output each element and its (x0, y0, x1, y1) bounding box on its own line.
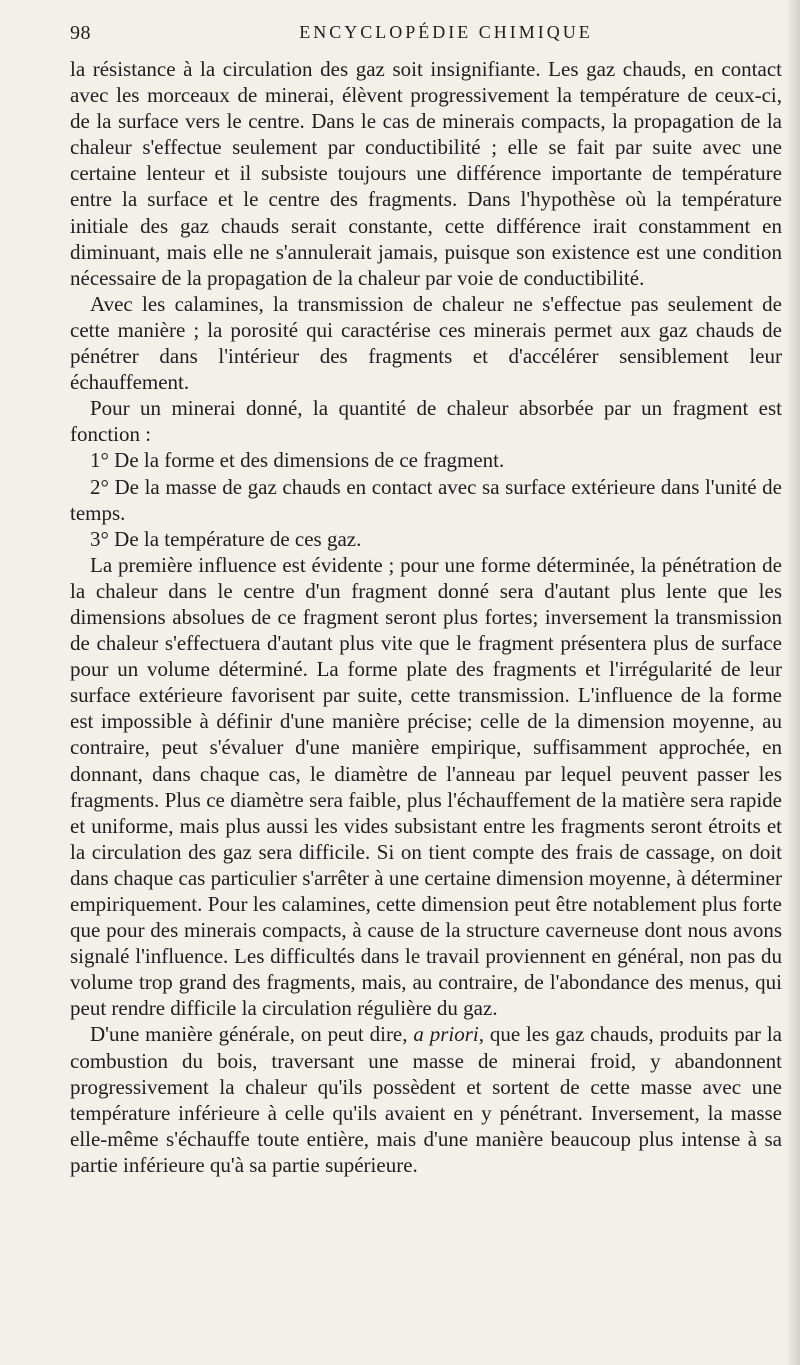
text-segment-rest: que les gaz chauds, produits par la combustion du bois, traversant une masse de minerai froid, y abandonnent progressivement la chaleur qu'ils possèdent et sortent de cette masse avec une température inférieure à celle qu'ils avaient en y pénétrant. Inversement, la masse elle-même s'échauffe toute entière, mais d'une manière beaucoup plus intense à sa partie inférieure qu'à sa partie supérieure. (70, 1022, 783, 1177)
paragraph-premiere-influence: La première influence est évidente ; pour une forme déterminée, la pénétration de la chaleur dans le centre d'un fragment donné sera d'autant plus lente que les dimensions absolues de ce fragment seront plus fortes; inversement la transmission de chaleur s'effectuera d'autant plus vite que le fragment présentera plus de surface pour un volume déterminé. La forme plate des fragments et l'irrégularité de leur surface extérieure favorisent par suite, cette transmission. L'influence de la forme est impossible à définir d'une manière précise; celle de la dimension moyenne, au contraire, peut s'évaluer d'une manière empirique, suffisamment approchée, en donnant, dans chaque cas, le diamètre de l'anneau par lequel peuvent passer les fragments. Plus ce diamètre sera faible, plus l'échauffement de la matière sera rapide et uniforme, mais plus aussi les vides subsistant entre les fragments seront étroits et la circulation des gaz sera difficile. Si on tient compte des frais de cassage, on doit dans chaque cas particulier s'arrêter à une certaine dimension moyenne, à déterminer empiriquement. Pour les calamines, cette dimension peut être notablement plus forte que pour des minerais compacts, à cause de la structure caverneuse dont nous avons signalé l'influence. Les difficultés dans le travail proviennent en général, non pas du volume trop grand des fragments, mais, au contraire, de l'abondance des menus, qui peut rendre difficile la circulation régulière du gaz. (70, 552, 782, 1021)
paragraph-continuation: la résistance à la circulation des gaz soit insignifiante. Les gaz chauds, en contact avec les morceaux de minerai, élèvent progressivement la température de ceux-ci, de la surface vers le centre. Dans le cas de minerais compacts, la propagation de la chaleur s'effectue seulement par conductibilité ; elle se fait par suite avec une certaine lenteur et il subsiste toujours une différence importante de température entre la surface et le centre des fragments. Dans l'hypothèse où la température initiale des gaz chauds serait constante, cette différence irait constamment en diminuant, mais elle ne s'annulerait jamais, puisque son existence est une condition nécessaire de la propagation de la chaleur par voie de conductibilité. (70, 57, 782, 290)
paragraph-maniere-generale (70, 1021, 782, 1178)
list-item-2: 2° De la masse de gaz chauds en contact avec sa surface extérieure dans l'unité de temps. (70, 474, 782, 525)
list-item-3: 3° De la température de ces gaz. (90, 526, 362, 551)
list-item-1: 1° De la forme et des dimensions de ce fragment. (90, 448, 505, 473)
page-header (70, 22, 782, 52)
body-text (70, 56, 782, 1178)
running-title: ENCYCLOPÉDIE CHIMIQUE (299, 22, 593, 42)
text-segment-intro: D'une manière générale, on peut dire, (90, 1022, 408, 1047)
page-number: 98 (70, 22, 91, 44)
paragraph-chaleur-absorbee: Pour un minerai donné, la quantité de chaleur absorbée par un fragment est fonction : (70, 396, 782, 447)
paragraph-calamines: Avec les calamines, la transmission de chaleur ne s'effectue pas seulement de cette manière ; la porosité qui caractérise ces minerais permet aux gaz chauds de pénétrer dans l'intérieur des fragments et d'accélérer sensiblement leur échauffement. (70, 291, 782, 395)
page-edge-shadow (786, 0, 800, 1365)
italic-a-priori: a priori, (413, 1022, 484, 1047)
